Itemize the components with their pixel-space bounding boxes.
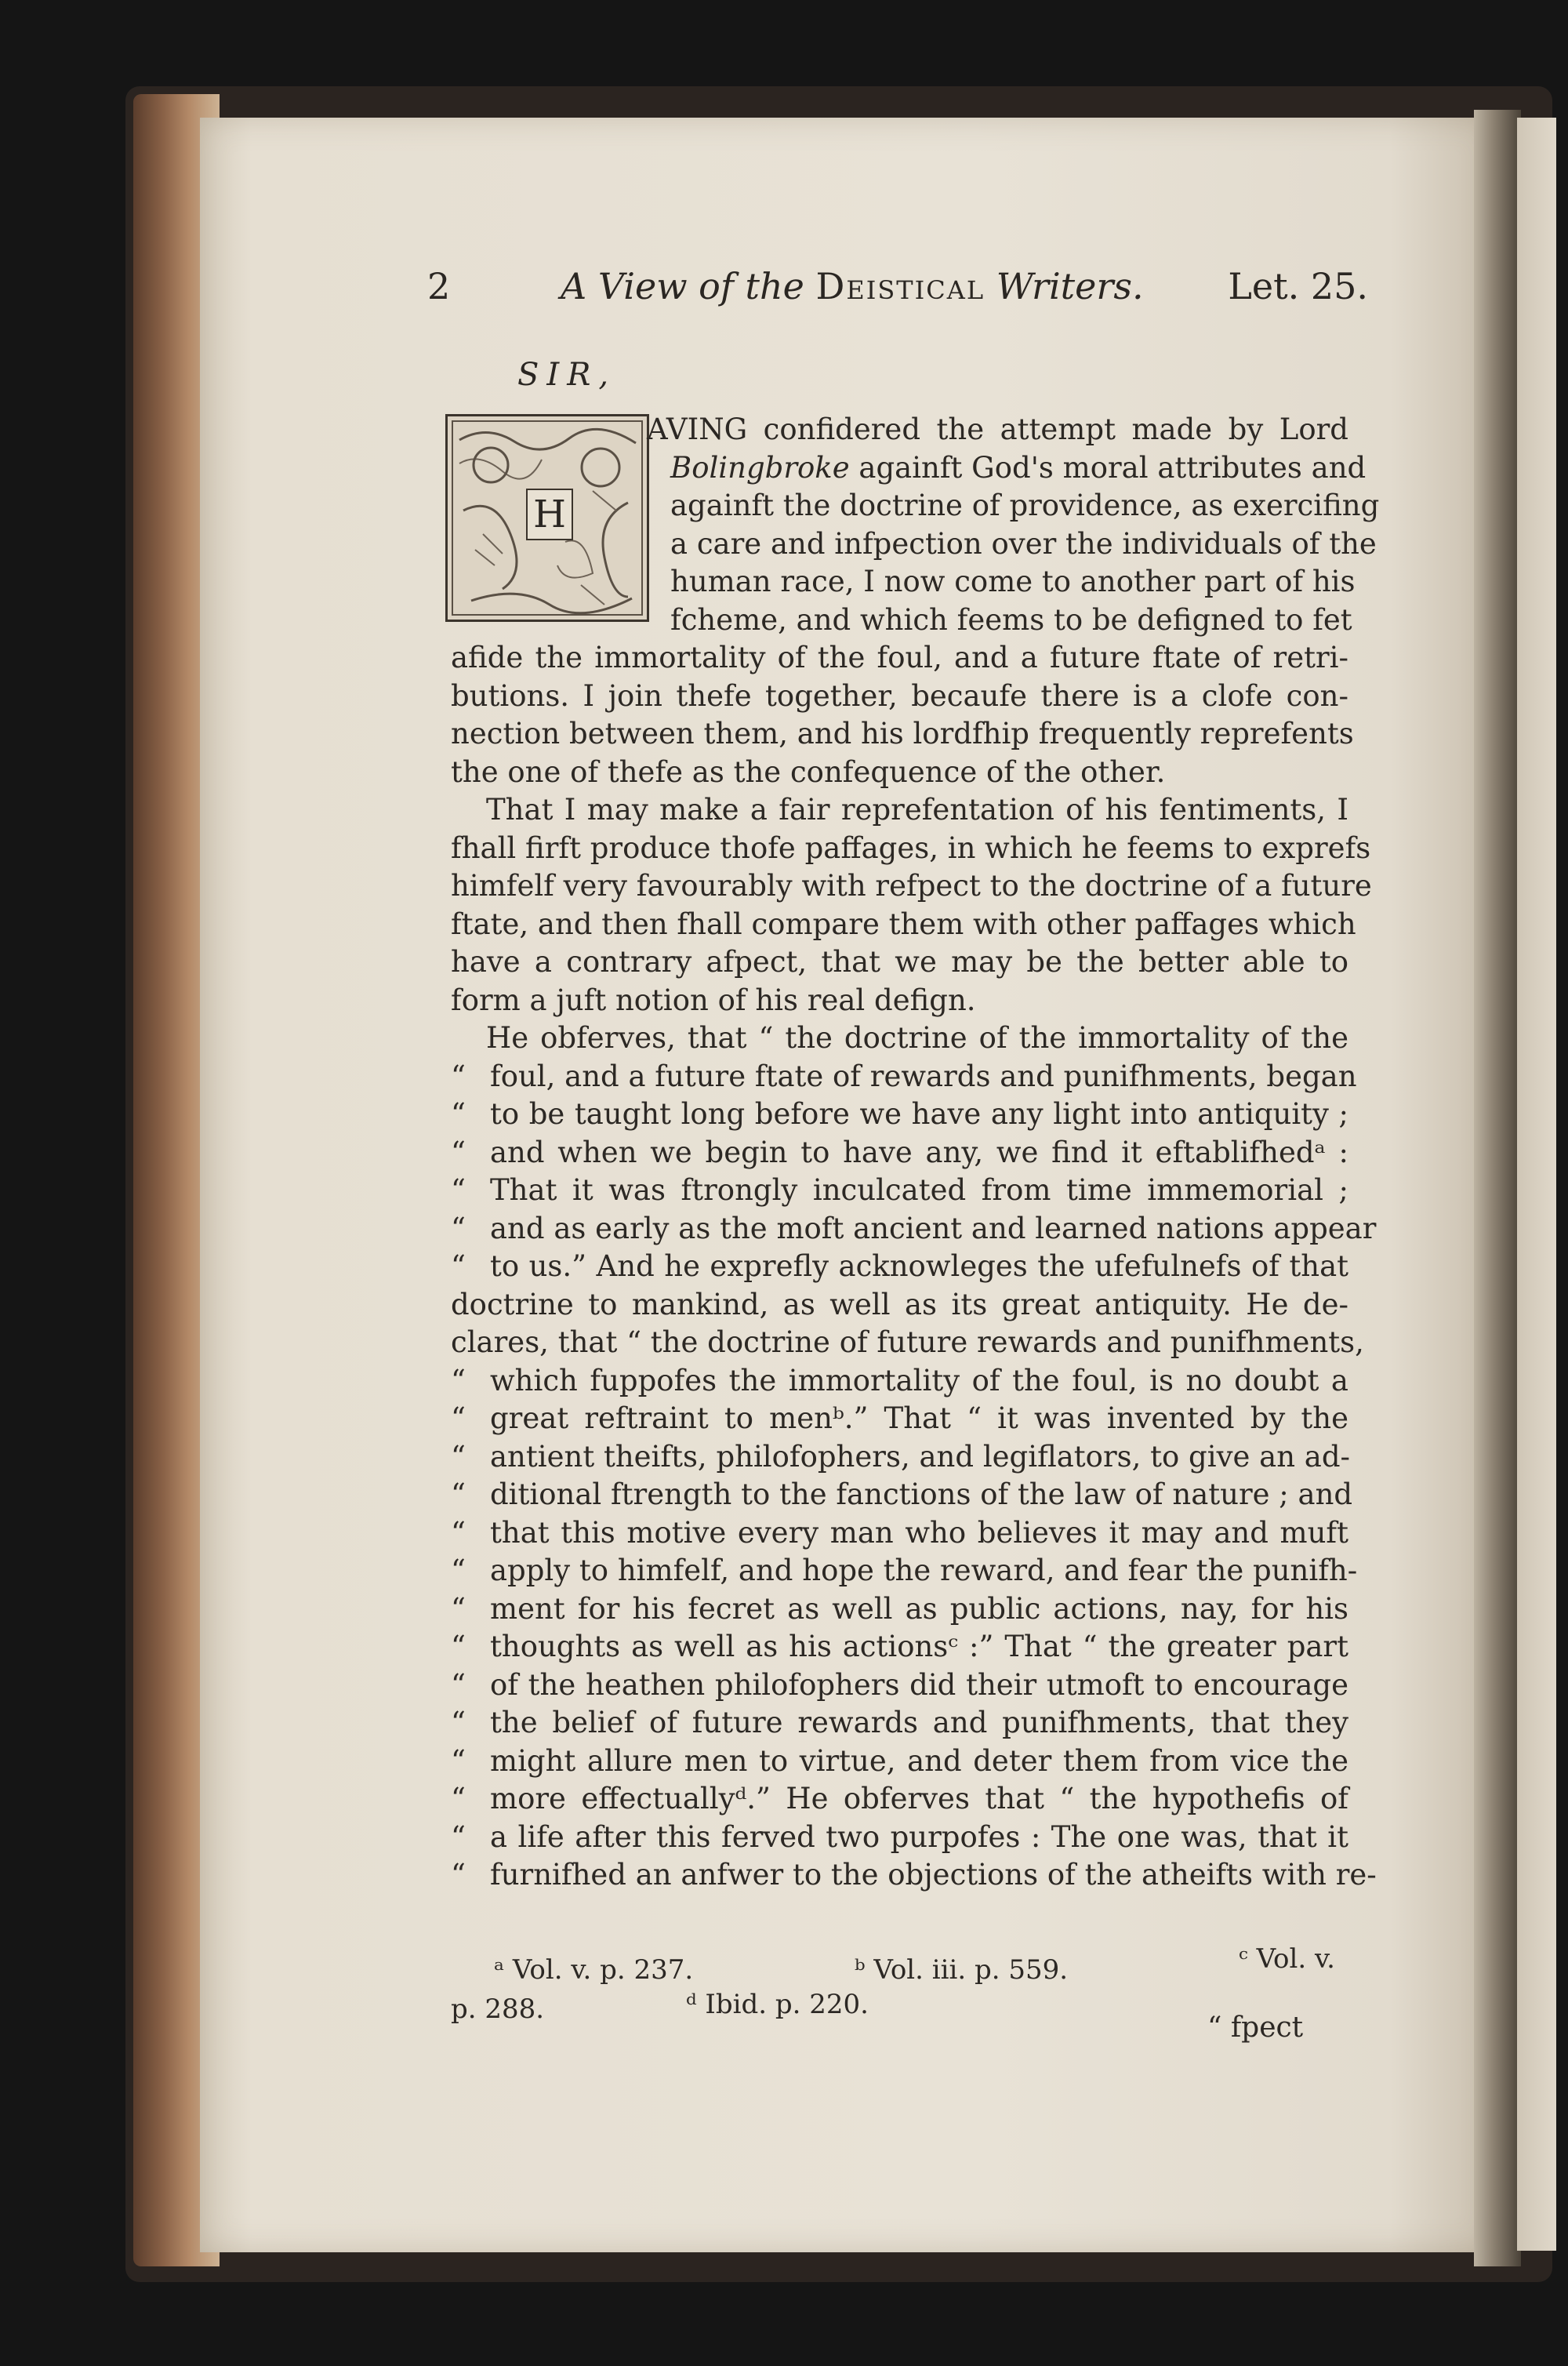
quote-mark: “ [451,1630,466,1663]
quoted-line [451,1628,1348,1666]
quote-mark: “ [451,1554,466,1587]
paragraph-line: form a juft notion of his real defign. [451,983,976,1017]
quoted-line [451,1552,1358,1590]
paragraph-line: human race, I now come to another part of his [670,565,1356,598]
quoted-line [451,1819,1348,1856]
catchword: “ fpect [1207,2012,1304,2044]
quoted-line [451,1134,1348,1172]
quote-mark: “ [451,1059,466,1093]
quote-mark: “ [451,1477,466,1511]
line-text: That it was ftrongly inculcated from time immemorial ; [490,1173,1348,1207]
quoted-line [451,1666,1348,1704]
paragraph-line: nection between them, and his lordfhip frequently reprefents [451,717,1354,751]
footnote-c: ᶜ Vol. v. [1239,1943,1335,1975]
decorated-initial [445,414,649,622]
line-text: to us.” And he exprefly acknowleges the ufefulnefs of that [490,1249,1348,1283]
paragraph-line: fhall firft produce thofe paffages, in which he feems to exprefs [451,830,1371,865]
quoted-line [451,1704,1348,1742]
running-title: A View of the Deistical Writers. [561,265,1144,307]
paragraph-line: doctrine to mankind, as well as its great antiquity. He de- [451,1287,1348,1321]
line-text: a life after this ferved two purpofes : The one was, that it [490,1819,1348,1854]
line-text: antient theifts, philofophers, and legiflators, to give an ad- [490,1439,1351,1474]
quoted-line [451,1400,1348,1437]
quote-mark: “ [451,1173,466,1207]
line-text: which fuppofes the immortality of the foul, is no doubt a [490,1363,1348,1397]
running-header [427,265,1368,320]
paragraph-line: clares, that “ the doctrine of future rewards and punifhments, [451,1325,1364,1359]
paragraph-line: Bolingbroke againft God's moral attributes and [670,450,1367,485]
line-text: furnifhed an anfwer to the objections of the atheifts with re- [490,1858,1377,1892]
footnote-c-continued: p. 288. [451,1993,545,2025]
quoted-line [451,1476,1353,1514]
paragraph-line: fcheme, and which feems to be defigned to fet [670,602,1352,637]
quoted-line [451,1058,1357,1096]
quote-mark: “ [451,1819,466,1854]
page-number: 2 [427,265,451,307]
quoted-line [451,1096,1348,1133]
quote-mark: “ [451,1743,466,1778]
line-text: that this motive every man who believes it may and muft [490,1515,1348,1550]
paragraph-line: butions. I join thefe together, becaufe there is a clofe con- [451,678,1348,713]
line-text: ditional ftrength to the fanctions of the law of nature ; and [490,1477,1353,1511]
paragraph-line: That I may make a fair reprefentation of his fentiments, I [486,793,1348,827]
quote-mark: “ [451,1135,466,1169]
line-text: ment for his fecret as well as public actions, nay, for his [490,1591,1348,1626]
book-gutter [1474,110,1521,2266]
paragraph-line: afide the immortality of the foul, and a future ftate of retri- [451,641,1348,674]
facing-page-edge [1517,118,1556,2251]
letter-number: Let. 25. [1228,265,1368,307]
line-text: apply to himfelf, and hope the reward, and fear the punifh- [490,1554,1358,1587]
quoted-line [451,1172,1348,1209]
quoted-line [451,1514,1348,1552]
quote-mark: “ [451,1515,466,1550]
line-text: to be taught long before we have any light into antiquity ; [490,1097,1348,1131]
paragraph-line: againft the doctrine of providence, as exercifing [670,489,1380,522]
salutation: SIR, [517,357,617,393]
line-text: the belief of future rewards and punifhments, that they [490,1706,1348,1739]
quote-mark: “ [451,1782,466,1815]
quoted-line [451,1248,1348,1285]
line-text: great reftraint to menᵇ.” That “ it was invented by the [490,1401,1348,1435]
paragraph-line: the one of thefe as the confequence of the other. [451,754,1166,789]
drop-cap-letter: H [526,489,573,540]
quoted-line [451,1590,1348,1628]
paragraph-line: have a contrary afpect, that we may be the better able to [451,945,1348,979]
quote-mark: “ [451,1211,466,1245]
paragraph-line: AVING confidered the attempt made by Lord [647,413,1348,446]
paragraph-line: He obferves, that “ the doctrine of the immortality of the [486,1021,1348,1055]
quote-mark: “ [451,1363,466,1397]
quoted-line [451,1743,1348,1780]
line-text: foul, and a future ftate of rewards and punifhments, began [490,1059,1357,1093]
quote-mark: “ [451,1591,466,1626]
line-text: more effectuallyᵈ.” He obferves that “ the hypothefis of [490,1782,1348,1815]
quoted-line [451,1856,1377,1894]
paragraph-line: himfelf very favourably with refpect to the doctrine of a future [451,869,1372,903]
line-text: might allure men to virtue, and deter them from vice the [490,1743,1348,1778]
quote-mark: “ [451,1097,466,1131]
line-text: of the heathen philofophers did their utmoft to encourage [490,1667,1348,1702]
quote-mark: “ [451,1858,466,1892]
footnote-a: ᵃ Vol. v. p. 237. [494,1954,694,1986]
line-text: and when we begin to have any, we find it eftablifhedᵃ : [490,1135,1348,1169]
line-text: thoughts as well as his actionsᶜ :” That “ the greater part [490,1630,1348,1663]
quote-mark: “ [451,1439,466,1474]
quoted-line [451,1780,1348,1818]
quote-mark: “ [451,1249,466,1283]
quoted-line [451,1362,1348,1400]
footnote-d: ᵈ Ibid. p. 220. [686,1989,869,2020]
footnote-b: ᵇ Vol. iii. p. 559. [855,1954,1069,1986]
quote-mark: “ [451,1401,466,1435]
quoted-line [451,1438,1351,1476]
quote-mark: “ [451,1667,466,1702]
line-text: and as early as the moft ancient and learned nations appear [490,1211,1377,1245]
paragraph-line: a care and infpection over the individuals of the [670,526,1377,561]
paragraph-line: ftate, and then fhall compare them with other paffages which [451,907,1356,941]
quote-mark: “ [451,1706,466,1739]
quoted-line [451,1210,1377,1248]
